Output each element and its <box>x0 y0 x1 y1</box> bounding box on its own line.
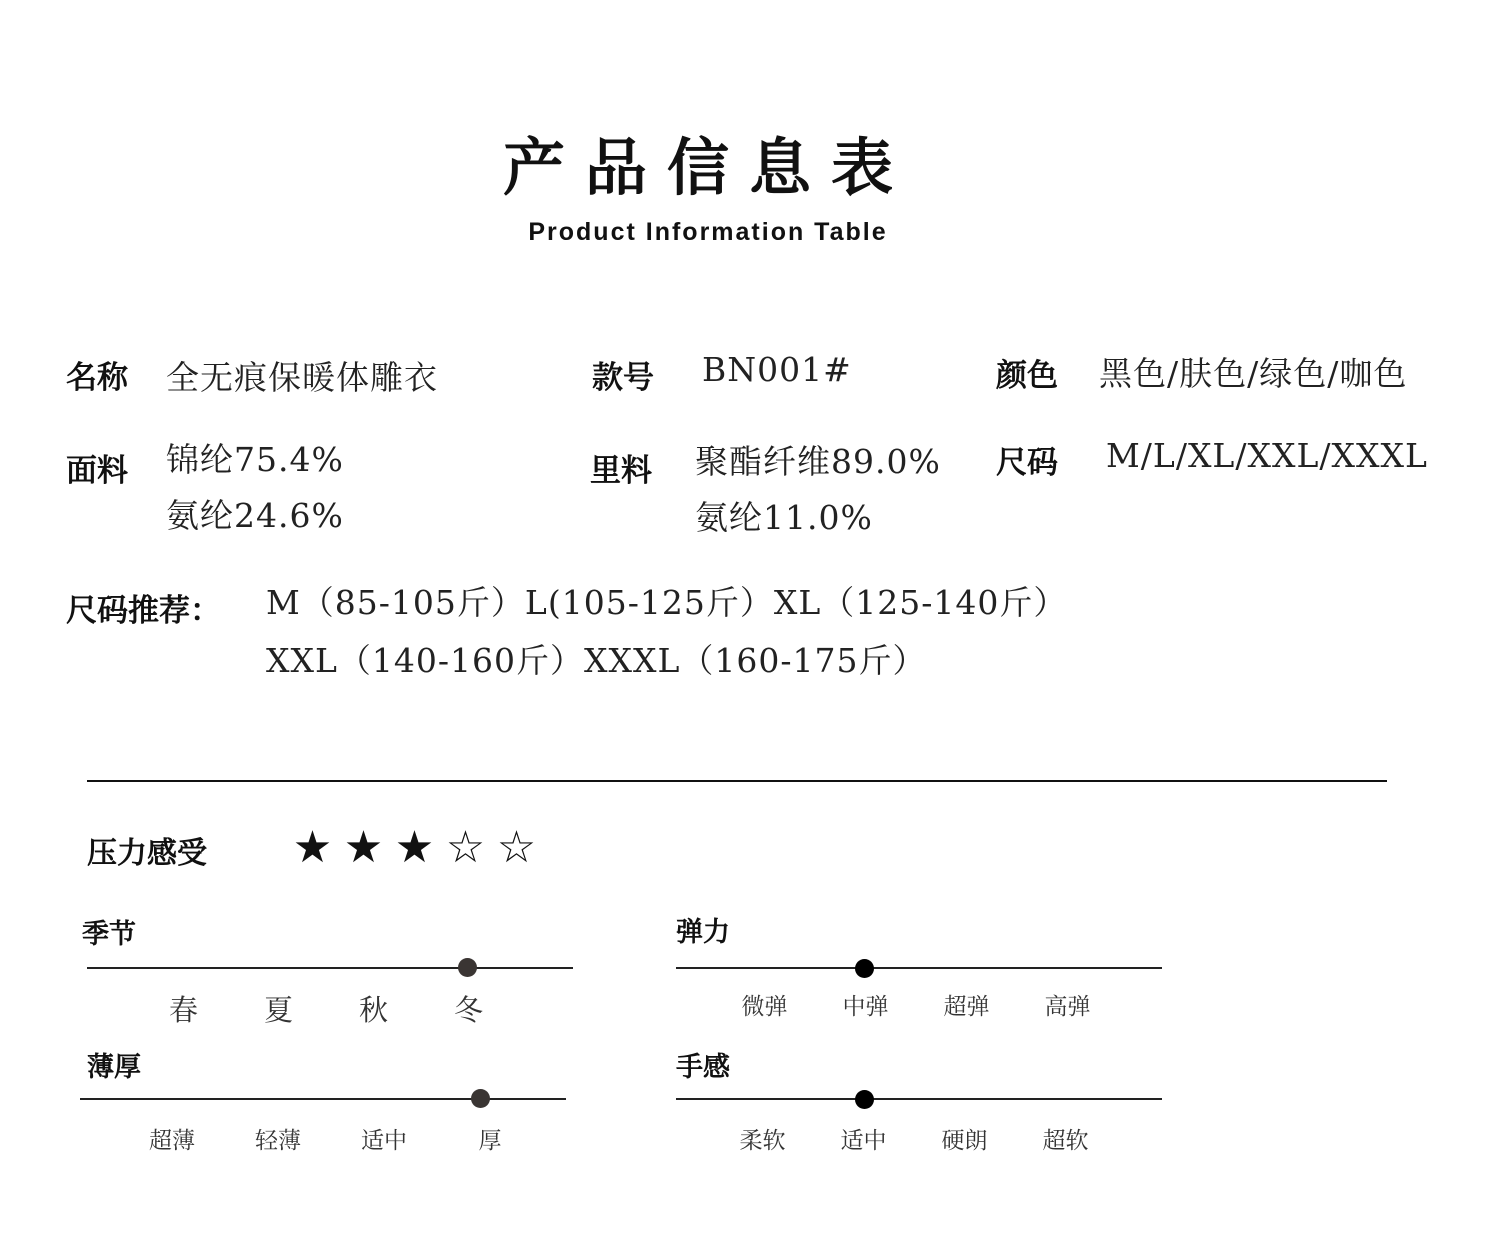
elasticity-option: 高弹 <box>1044 994 1091 1020</box>
hand-feel-track <box>676 1098 1162 1100</box>
page-title: 产品信息表 <box>502 131 913 204</box>
size-label: 尺码 <box>996 445 1058 481</box>
thickness-option: 适中 <box>361 1128 407 1154</box>
star-empty-icon: ☆ <box>496 822 537 873</box>
elasticity-indicator-dot <box>855 959 874 978</box>
star-filled-icon: ★ <box>292 822 333 873</box>
hand-feel-option: 硬朗 <box>941 1128 988 1154</box>
thickness-option: 超薄 <box>149 1128 195 1154</box>
pressure-label: 压力感受 <box>87 836 207 871</box>
season-track <box>87 967 573 969</box>
season-option: 夏 <box>263 993 293 1027</box>
lining-label: 里料 <box>590 453 652 489</box>
elasticity-track <box>676 967 1162 969</box>
fabric-label: 面料 <box>66 453 128 489</box>
section-divider <box>87 780 1387 782</box>
thickness-option: 厚 <box>478 1128 502 1154</box>
season-option: 秋 <box>358 993 388 1027</box>
hand-feel-option: 超软 <box>1042 1128 1089 1154</box>
size-rec-label: 尺码推荐： <box>66 593 221 629</box>
fabric-line-1: 锦纶75.4% <box>166 440 344 479</box>
season-option: 春 <box>168 993 198 1027</box>
elasticity-label: 弹力 <box>676 917 730 948</box>
hand-feel-option: 适中 <box>840 1128 887 1154</box>
hand-feel-indicator-dot <box>855 1090 874 1109</box>
season-indicator-dot <box>458 958 477 977</box>
color-label: 颜色 <box>996 358 1058 394</box>
name-value: 全无痕保暖体雕衣 <box>166 358 438 397</box>
fabric-value <box>166 432 344 544</box>
pressure-stars <box>287 822 542 874</box>
hand-feel-options <box>712 1122 1116 1155</box>
hand-feel-label: 手感 <box>676 1052 730 1083</box>
star-empty-icon: ☆ <box>445 822 486 873</box>
thickness-track <box>80 1098 566 1100</box>
elasticity-options <box>714 988 1118 1021</box>
lining-line-2: 氨纶11.0% <box>695 498 873 537</box>
lining-value <box>695 434 941 546</box>
star-filled-icon: ★ <box>343 822 384 873</box>
name-label: 名称 <box>66 360 128 396</box>
size-value: M/L/XL/XXL/XXXL <box>1106 436 1428 475</box>
color-value: 黑色/肤色/绿色/咖色 <box>1099 354 1408 393</box>
size-rec-value <box>266 574 1067 690</box>
page-subtitle: Product Information Table <box>528 218 888 246</box>
lining-line-1: 聚酯纤维89.0% <box>695 442 941 481</box>
elasticity-option: 超弹 <box>943 994 990 1020</box>
thickness-label: 薄厚 <box>87 1052 141 1083</box>
size-rec-line-1: M（85-105斤）L(105-125斤）XL（125-140斤） <box>266 583 1068 622</box>
style-no-label: 款号 <box>592 360 654 396</box>
star-filled-icon: ★ <box>394 822 435 873</box>
thickness-indicator-dot <box>471 1089 490 1108</box>
thickness-option: 轻薄 <box>255 1128 301 1154</box>
hand-feel-option: 柔软 <box>739 1128 786 1154</box>
style-no-value: BN001# <box>702 350 852 389</box>
fabric-line-2: 氨纶24.6% <box>166 496 344 535</box>
season-options <box>136 988 516 1029</box>
size-rec-line-2: XXL（140-160斤）XXXL（160-175斤） <box>266 641 927 680</box>
season-option: 冬 <box>453 993 483 1027</box>
season-label: 季节 <box>82 919 136 950</box>
elasticity-option: 中弹 <box>842 994 889 1020</box>
thickness-options <box>119 1122 543 1155</box>
elasticity-option: 微弹 <box>741 994 788 1020</box>
